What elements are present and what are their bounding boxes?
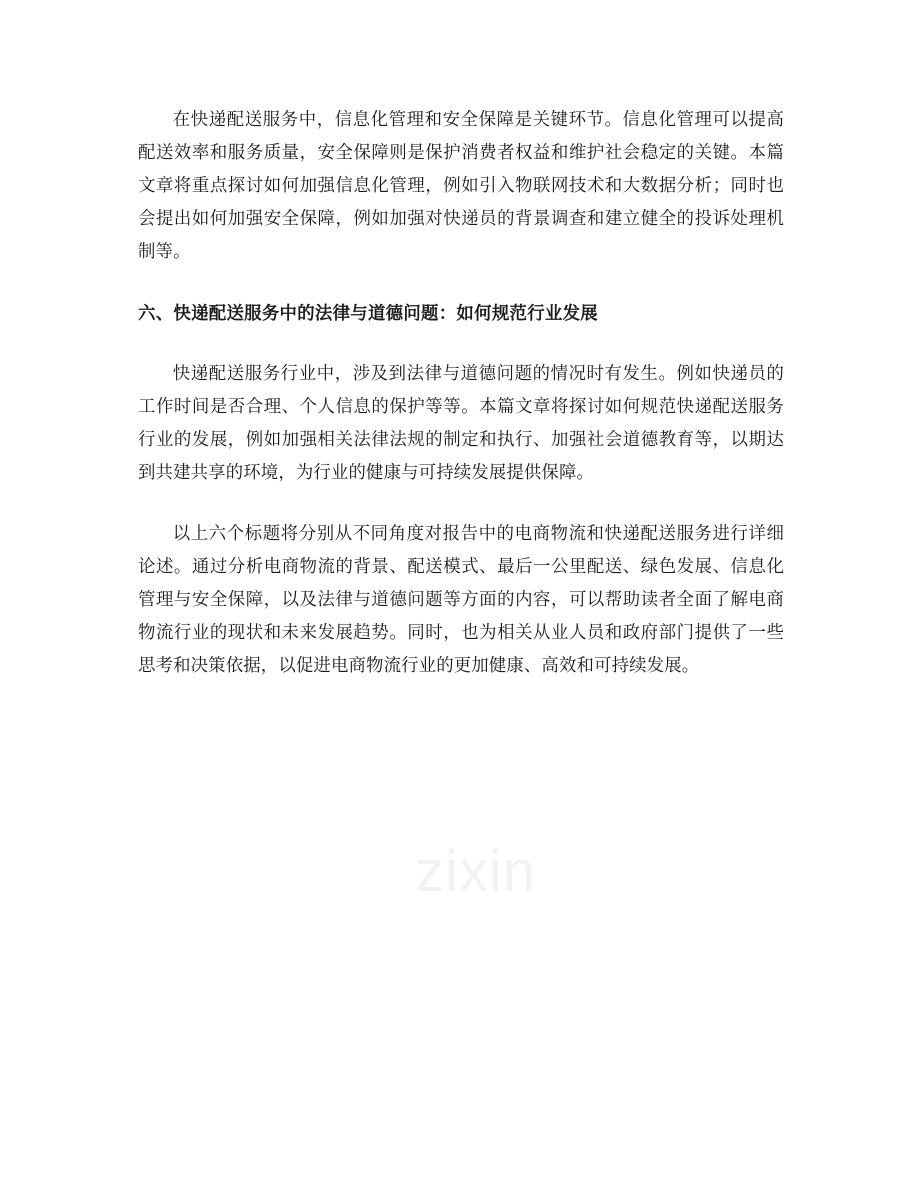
paragraph-info-security: 在快递配送服务中，信息化管理和安全保障是关键环节。信息化管理可以提高配送效率和服务质量，安全保障则是保护消费者权益和维护社会稳定的关键。本篇文章将重点探讨如何加强信息化管理，例如引入物联网技术和大数据分析；同时也会提出如何加强安全保障，例如加强对快递员的背景调查和建立健全的投诉处理机制等。	[138, 110, 784, 262]
paragraph-summary: 以上六个标题将分别从不同角度对报告中的电商物流和快递配送服务进行详细论述。通过分析电商物流的背景、配送模式、最后一公里配送、绿色发展、信息化管理与安全保障，以及法律与道德问题等方面的内容，可以帮助读者全面了解电商物流行业的现状和未来发展趋势。同时，也为相关从业人员和政府部门提供了一些思考和决策依据，以促进电商物流行业的更加健康、高效和可持续发展。	[138, 524, 784, 676]
watermark-logo: zixin	[415, 839, 537, 904]
section-heading-law-ethics: 六、快递配送服务中的法律与道德问题：如何规范行业发展	[138, 304, 598, 324]
paragraph-law-ethics: 快递配送服务行业中，涉及到法律与道德问题的情况时有发生。例如快递员的工作时间是否合理、个人信息的保护等等。本篇文章将探讨如何规范快递配送服务行业的发展，例如加强相关法律法规的制定和执行、加强社会道德教育等，以期达到共建共享的环境，为行业的健康与可持续发展提供保障。	[138, 364, 784, 483]
document-body	[138, 104, 784, 683]
